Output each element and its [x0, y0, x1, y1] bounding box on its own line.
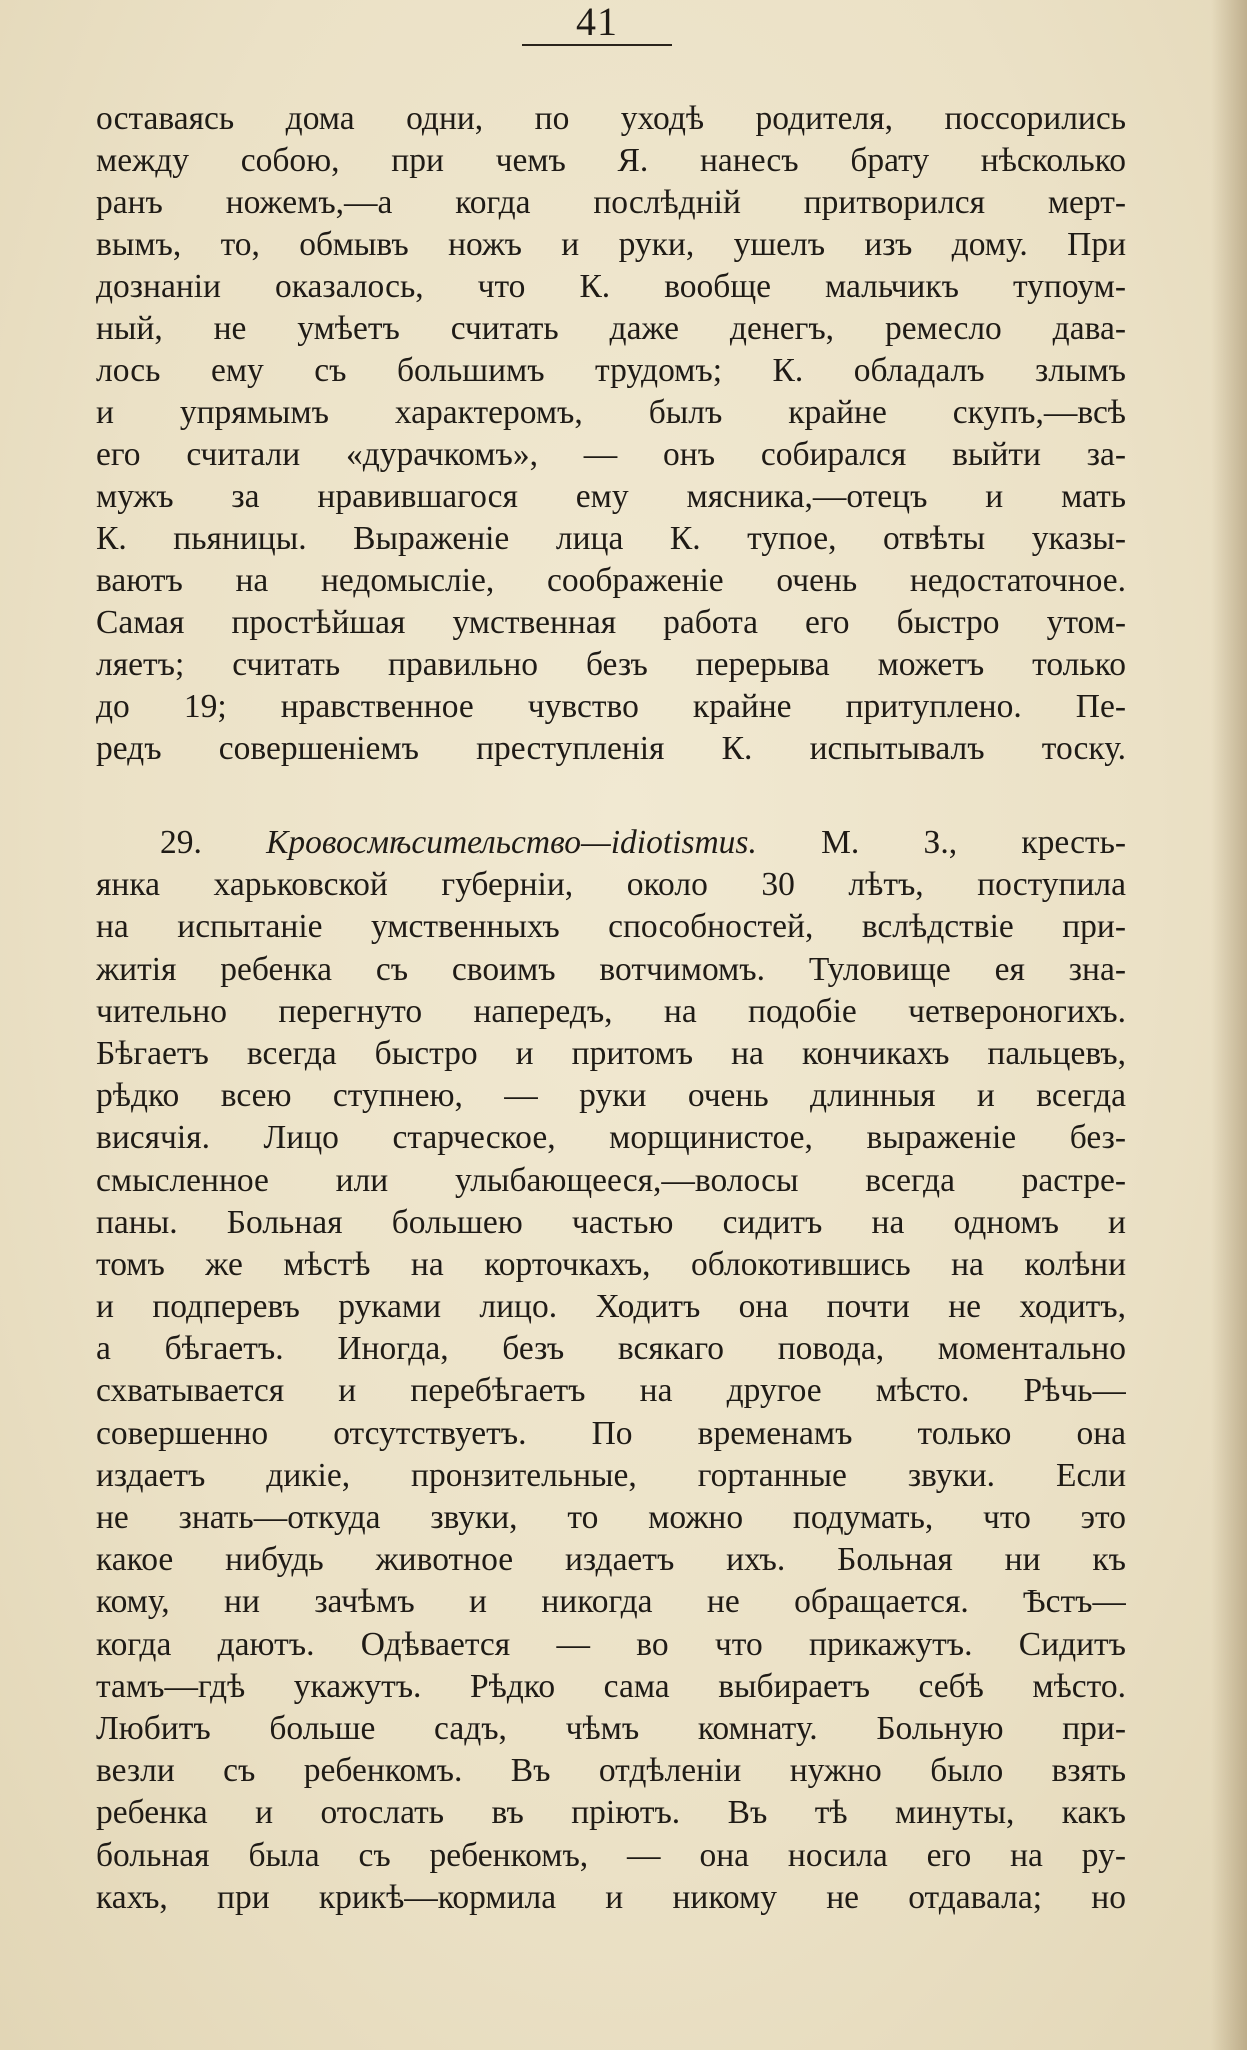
- text-line: кахъ, при крикѣ—кормила и никому не отдавала; но: [96, 1878, 1126, 1916]
- text-line: дознаніи оказалось, что К. вообще мальчикъ тупоум-: [96, 268, 1126, 305]
- text-line: везли съ ребенкомъ. Въ отдѣленіи нужно было взять: [96, 1752, 1126, 1790]
- text-fragment: М. З., кресть-: [821, 824, 1126, 861]
- text-line: смысленное или улыбающееся,—волосы всегда растре-: [96, 1161, 1126, 1199]
- text-line: томъ же мѣстѣ на корточкахъ, облокотившись на колѣни: [96, 1245, 1126, 1283]
- text-line: какое нибудь животное издаетъ ихъ. Больная ни къ: [96, 1541, 1126, 1579]
- text-line: его считали «дурачкомъ», — онъ собирался выйти за-: [96, 436, 1126, 473]
- text-line: вымъ, то, обмывъ ножъ и руки, ушелъ изъ дому. При: [96, 226, 1126, 263]
- page-spine-shadow: [1211, 0, 1247, 2050]
- text-line: и упрямымъ характеромъ, былъ крайне скупъ,—всѣ: [96, 394, 1126, 431]
- text-line: редъ совершеніемъ преступленія К. испытывалъ тоску.: [96, 730, 1126, 767]
- text-line: Бѣгаетъ всегда быстро и притомъ на кончикахъ пальцевъ,: [96, 1034, 1126, 1072]
- text-line: лось ему съ большимъ трудомъ; К. обладалъ злымъ: [96, 352, 1126, 389]
- text-line: между собою, при чемъ Я. нанесъ брату нѣсколько: [96, 142, 1126, 179]
- text-line: мужъ за нравившагося ему мясника,—отецъ и мать: [96, 478, 1126, 515]
- text-line: и подперевъ руками лицо. Ходитъ она почти не ходитъ,: [96, 1288, 1126, 1326]
- header-rule: [522, 44, 672, 46]
- text-line: тамъ—гдѣ укажутъ. Рѣдко сама выбираетъ себѣ мѣсто.: [96, 1667, 1126, 1705]
- text-line: кому, ни зачѣмъ и никогда не обращается. Ѣстъ—: [96, 1583, 1126, 1621]
- paragraph-2: [96, 822, 1126, 1919]
- text-line: ляетъ; считать правильно безъ перерыва можетъ только: [96, 646, 1126, 683]
- text-line: Любитъ больше садъ, чѣмъ комнату. Больную при-: [96, 1709, 1126, 1747]
- text-line: К. пьяницы. Выраженіе лица К. тупое, отвѣты указы-: [96, 520, 1126, 557]
- text-line: ребенка и отослать въ пріютъ. Въ тѣ минуты, какъ: [96, 1794, 1126, 1832]
- text-line: чительно перегнуто напередъ, на подобіе четвероногихъ.: [96, 992, 1126, 1030]
- text-line: Самая простѣйшая умственная работа его быстро утом-: [96, 604, 1126, 641]
- text-line: не знать—откуда звуки, то можно подумать, что это: [96, 1499, 1126, 1536]
- paragraph-1: [96, 98, 1126, 770]
- text-line: схватывается и перебѣгаетъ на другое мѣсто. Рѣчь—: [96, 1372, 1126, 1410]
- text-line: издаетъ дикіе, пронзительные, гортанные звуки. Если: [96, 1456, 1126, 1494]
- text-line: когда даютъ. Одѣвается — во что прикажутъ. Сидитъ: [96, 1625, 1126, 1663]
- text-line: ный, не умѣетъ считать даже денегъ, ремесло дава-: [96, 310, 1126, 347]
- text-line: оставаясь дома одни, по уходѣ родителя, поссорились: [96, 100, 1126, 137]
- text-line: ваютъ на недомысліе, соображеніе очень недостаточное.: [96, 562, 1126, 599]
- text-line: а бѣгаетъ. Иногда, безъ всякаго повода, моментально: [96, 1330, 1126, 1368]
- page-number: 41: [576, 0, 618, 44]
- text-line: больная была съ ребенкомъ, — она носила его на ру-: [96, 1836, 1126, 1874]
- text-line: на испытаніе умственныхъ способностей, вслѣдствіе при-: [96, 908, 1126, 946]
- text-line: совершенно отсутствуетъ. По временамъ только она: [96, 1414, 1126, 1452]
- text-line: янка харьковской губерніи, около 30 лѣтъ, поступила: [96, 866, 1126, 904]
- case-number: 29.: [160, 824, 202, 861]
- text-line: ранъ ножемъ,—а когда послѣдній притворился мерт-: [96, 184, 1126, 221]
- case-heading: Кровосмѣсительство—idiotismus.: [266, 824, 757, 861]
- text-line: висячія. Лицо старческое, морщинистое, выраженіе без-: [96, 1119, 1126, 1157]
- text-line: житія ребенка съ своимъ вотчимомъ. Туловище ея зна-: [96, 950, 1126, 988]
- text-line: паны. Больная большею частью сидитъ на одномъ и: [96, 1203, 1126, 1241]
- text-line: рѣдко всею ступнею, — руки очень длинныя и всегда: [96, 1077, 1126, 1115]
- paragraph-heading-line: [96, 822, 1126, 864]
- text-line: до 19; нравственное чувство крайне притуплено. Пе-: [96, 688, 1126, 725]
